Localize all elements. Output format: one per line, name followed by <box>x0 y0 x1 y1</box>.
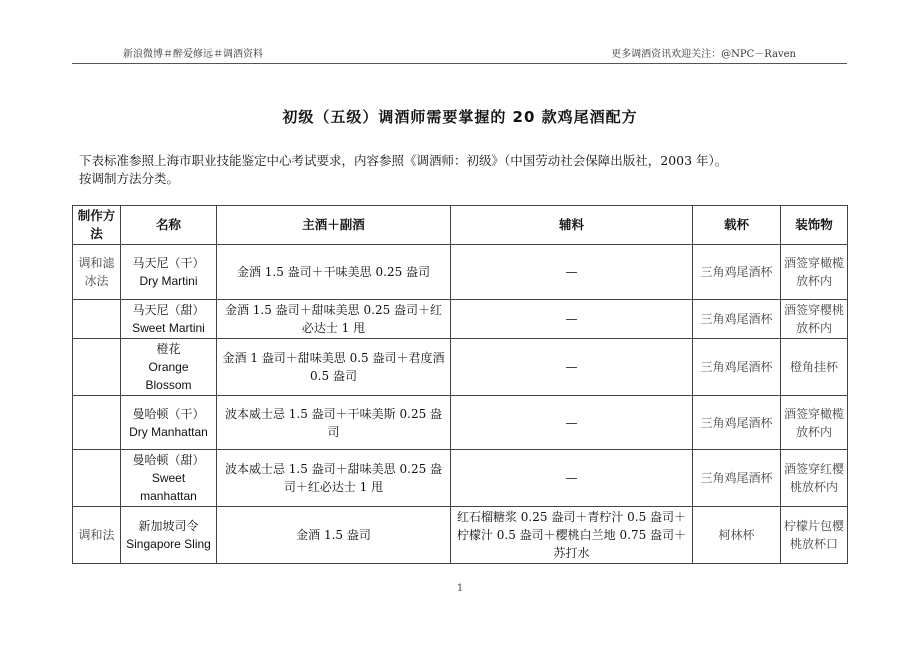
cell-garnish: 橙角挂杯 <box>781 339 848 396</box>
cell-name <box>121 507 217 564</box>
name-cn: 橙花 <box>156 342 181 356</box>
cell-glass: 柯林杯 <box>693 507 781 564</box>
cell-method <box>73 450 121 507</box>
header-glass: 载杯 <box>693 206 781 245</box>
name-cn: 曼哈顿（干） <box>132 406 205 421</box>
intro-paragraph <box>79 152 727 188</box>
cell-garnish: 柠檬片包樱桃放杯口 <box>781 507 848 564</box>
cell-base: 金酒 1 盎司＋甜味美思 0.5 盎司＋君度酒 0.5 盎司 <box>217 339 451 396</box>
name-cn: 新加坡司令 <box>138 519 199 533</box>
name-cn: 马天尼（甜） <box>132 303 205 317</box>
name-cn: 曼哈顿（甜） <box>132 453 205 467</box>
cell-base: 金酒 1.5 盎司＋干味美思 0.25 盎司 <box>217 245 451 300</box>
cell-aux: — <box>451 339 693 396</box>
name-en: Sweet Martini <box>132 321 205 335</box>
cell-name <box>121 396 217 450</box>
name-en: Orange Blossom <box>145 360 192 392</box>
intro-line-2: 按调制方法分类。 <box>79 171 180 186</box>
name-en: Sweet manhattan <box>140 471 197 503</box>
table-row <box>73 396 848 450</box>
header-method: 制作方法 <box>73 206 121 245</box>
header-auxiliary: 辅料 <box>451 206 693 245</box>
name-en: Dry Martini <box>139 274 198 288</box>
intro-line-1: 下表标准参照上海市职业技能鉴定中心考试要求，内容参照《调酒师：初级》（中国劳动社会保障出版社，2003 年）。 <box>79 153 728 168</box>
cell-base: 金酒 1.5 盎司＋甜味美思 0.25 盎司＋红必达士 1 甩 <box>217 300 451 339</box>
document-title: 初级（五级）调酒师需要掌握的 20 款鸡尾酒配方 <box>282 108 638 126</box>
cell-base: 波本威士忌 1.5 盎司＋甜味美思 0.25 盎司＋红必达士 1 甩 <box>217 450 451 507</box>
table-row <box>73 339 848 396</box>
cell-method: 调和法 <box>73 507 121 564</box>
cell-aux: — <box>451 450 693 507</box>
cell-base: 金酒 1.5 盎司 <box>217 507 451 564</box>
cell-aux: — <box>451 245 693 300</box>
cell-base: 波本威士忌 1.5 盎司＋干味美斯 0.25 盎司 <box>217 396 451 450</box>
cell-name <box>121 300 217 339</box>
name-cn: 马天尼（干） <box>132 256 205 270</box>
name-en: Dry Manhattan <box>129 424 208 439</box>
table-row <box>73 450 848 507</box>
cocktail-recipe-table <box>72 205 848 564</box>
page-number: 1 <box>456 583 464 594</box>
cell-glass: 三角鸡尾酒杯 <box>693 245 781 300</box>
table-row <box>73 245 848 300</box>
header-garnish: 装饰物 <box>781 206 848 245</box>
cell-aux: — <box>451 396 693 450</box>
cell-glass: 三角鸡尾酒杯 <box>693 339 781 396</box>
cell-glass: 三角鸡尾酒杯 <box>693 396 781 450</box>
header-right-text: 更多调酒资讯欢迎关注：@NPC－Raven <box>611 49 796 60</box>
table-row <box>73 507 848 564</box>
cell-garnish: 酒签穿樱桃放杯内 <box>781 300 848 339</box>
cell-method <box>73 300 121 339</box>
cell-garnish: 酒签穿橄榄放杯内 <box>781 245 848 300</box>
cell-glass: 三角鸡尾酒杯 <box>693 450 781 507</box>
table-row <box>73 300 848 339</box>
cell-method <box>73 339 121 396</box>
cell-method: 调和滤冰法 <box>73 245 121 300</box>
table-header-row <box>73 206 848 245</box>
name-en: Singapore Sling <box>126 537 211 551</box>
cell-garnish: 酒签穿橄榄放杯内 <box>781 396 848 450</box>
cell-glass: 三角鸡尾酒杯 <box>693 300 781 339</box>
header-left-text: 新浪微博＃醉爱修远＃调酒资料 <box>123 49 263 60</box>
cell-aux: — <box>451 300 693 339</box>
header-name: 名称 <box>121 206 217 245</box>
cell-garnish: 酒签穿红樱桃放杯内 <box>781 450 848 507</box>
cell-name <box>121 450 217 507</box>
header-base-spirits: 主酒＋副酒 <box>217 206 451 245</box>
header-divider <box>72 63 847 64</box>
cell-method <box>73 396 121 450</box>
cell-name <box>121 339 217 396</box>
cell-name <box>121 245 217 300</box>
cell-aux: 红石榴糖浆 0.25 盎司＋青柠汁 0.5 盎司＋柠檬汁 0.5 盎司＋樱桃白兰地 0.75 盎司＋苏打水 <box>451 507 693 564</box>
